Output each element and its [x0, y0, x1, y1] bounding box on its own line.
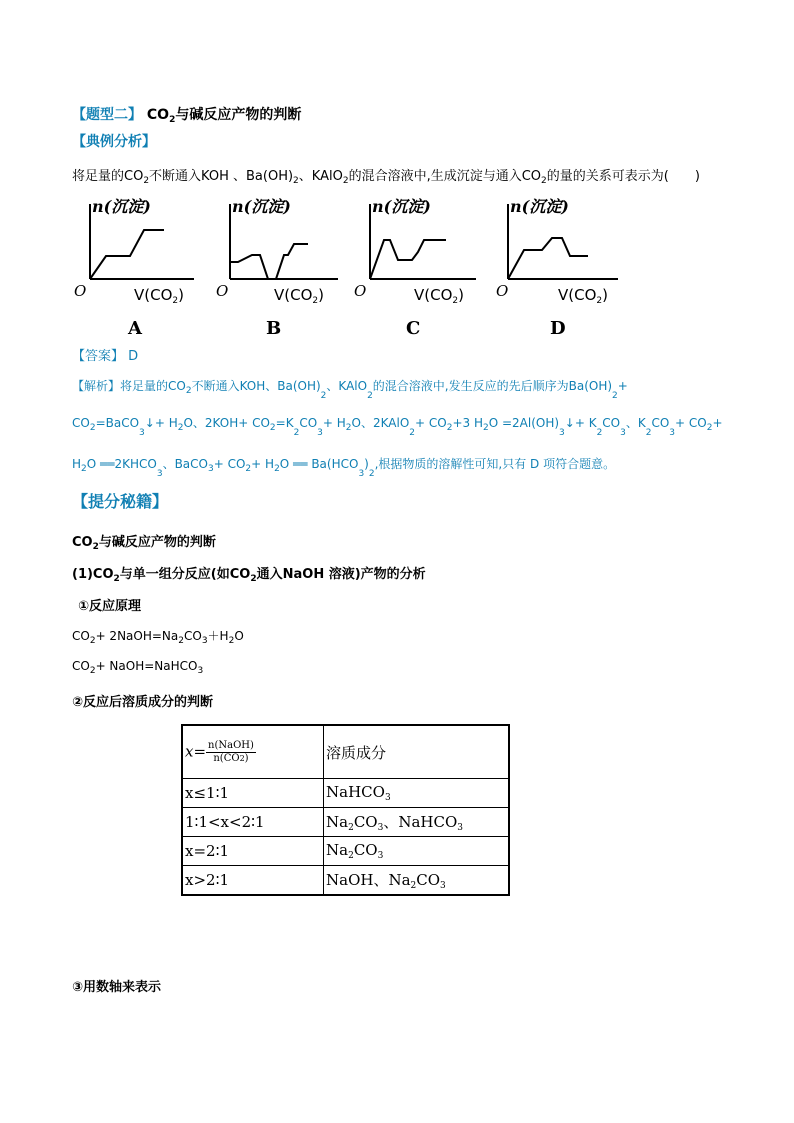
analysis-line-1: 【解析】将足量的$CO_2$不断通入KOH、$Ba(OH)_2$、KAlO$_2$的混合溶液中,发生反应的先后顺序为$Ba(OH)_2+$	[72, 379, 628, 401]
equation-2: $CO_2+$ NaOH=NaHCO$_3$	[72, 659, 204, 676]
solute-judgement: ②反应后溶质成分的判断	[72, 695, 214, 710]
heading	[72, 104, 301, 125]
v-label: $V(CO_2)$	[134, 286, 184, 306]
graph-letter: A	[128, 318, 142, 339]
table-row	[182, 866, 509, 896]
analysis-line-2: $CO_2=BaCO_3↓+ H_2O$、$2KOH+ CO_2=K_2CO_3+ H_2O$、2KAlO$_2$+ $CO_2+3$ $H_2O$ $=2Al(OH)_3↓+ K_2CO_3$、$K_2CO_3+ CO_2+$	[72, 416, 723, 438]
table-row	[182, 779, 509, 808]
ratio-fraction: $\frac{\text{n(NaOH)}}{n(CO2)}$	[208, 739, 254, 764]
heading-tag: 【题型二】	[72, 107, 142, 123]
component-cell: $Na_2CO_3$、NaHCO$_3$	[324, 808, 510, 837]
graph-letter: C	[406, 318, 421, 339]
graph-letter: D	[550, 318, 566, 339]
table-row	[182, 808, 509, 837]
condition-cell: 1∶1<x<2∶1	[182, 808, 324, 837]
origin-label: O	[74, 282, 87, 300]
curve	[230, 244, 308, 279]
question-text: 将足量的$CO_2$不断通入KOH 、$Ba(OH)_2$、KAlO$_2$的混合溶液中,生成沉淀与通入$CO_2$的量的关系可表示为( )	[72, 169, 700, 186]
table-header-row	[182, 725, 509, 779]
component-cell: NaHCO$_3$	[324, 779, 510, 808]
n-label: n(沉淀)	[510, 197, 569, 216]
graph-d	[496, 192, 626, 340]
analysis-line-3: $H_2O$ $══2KHCO_3$、BaCO$_3$+ $CO_2+ H_2O$ ══ $Ba(HCO_3)_2$,根据物质的溶解性可知,只有 D 项符合题意。	[72, 457, 616, 479]
example-tag: 【典例分析】	[72, 134, 156, 150]
header-component-cell: 溶质成分	[324, 725, 510, 779]
section-subtitle-1: $(1)CO_2$与单一组分反应(如$CO_2$通入NaOH 溶液)产物的分析	[72, 567, 426, 584]
table-row	[182, 837, 509, 866]
origin-label: O	[216, 282, 229, 300]
equation-1: $CO_2+$ $2NaOH=Na_2CO_3+H_2O$	[72, 629, 244, 646]
n-label: n(沉淀)	[92, 197, 151, 216]
reaction-principle: ①反应原理	[78, 599, 142, 614]
n-label: n(沉淀)	[232, 197, 291, 216]
origin-label: O	[496, 282, 509, 300]
answer-tag: 【答案】	[72, 349, 125, 364]
graph-letter: B	[266, 318, 282, 339]
component-cell: $Na_2CO_3$	[324, 837, 510, 866]
origin-label: O	[354, 282, 367, 300]
n-label: n(沉淀)	[372, 197, 431, 216]
curve	[370, 240, 446, 279]
graph-c	[354, 192, 484, 340]
condition-cell: x≤1∶1	[182, 779, 324, 808]
v-label: $V(CO_2)$	[274, 286, 324, 306]
condition-cell: x>2∶1	[182, 866, 324, 896]
answer-value: D	[128, 349, 139, 364]
section-title: $CO_2$与碱反应产物的判断	[72, 535, 216, 552]
condition-cell: x=2∶1	[182, 837, 324, 866]
graph-b	[216, 192, 346, 340]
heading-title: $CO_2$与碱反应产物的判断	[146, 107, 302, 125]
number-axis-title: ③用数轴来表示	[72, 980, 162, 995]
solute-table	[181, 724, 510, 896]
curve	[508, 238, 588, 279]
curve	[90, 230, 164, 279]
v-label: $V(CO_2)$	[414, 286, 464, 306]
component-cell: NaOH、$Na_2CO_3$	[324, 866, 510, 896]
v-label: $V(CO_2)$	[558, 286, 608, 306]
answer	[72, 345, 138, 364]
header-ratio-cell: x= $\frac{\text{n(NaOH)}}{n(CO2)}$	[182, 725, 324, 779]
graph-a	[72, 192, 202, 340]
tips-tag: 【提分秘籍】	[72, 492, 169, 511]
